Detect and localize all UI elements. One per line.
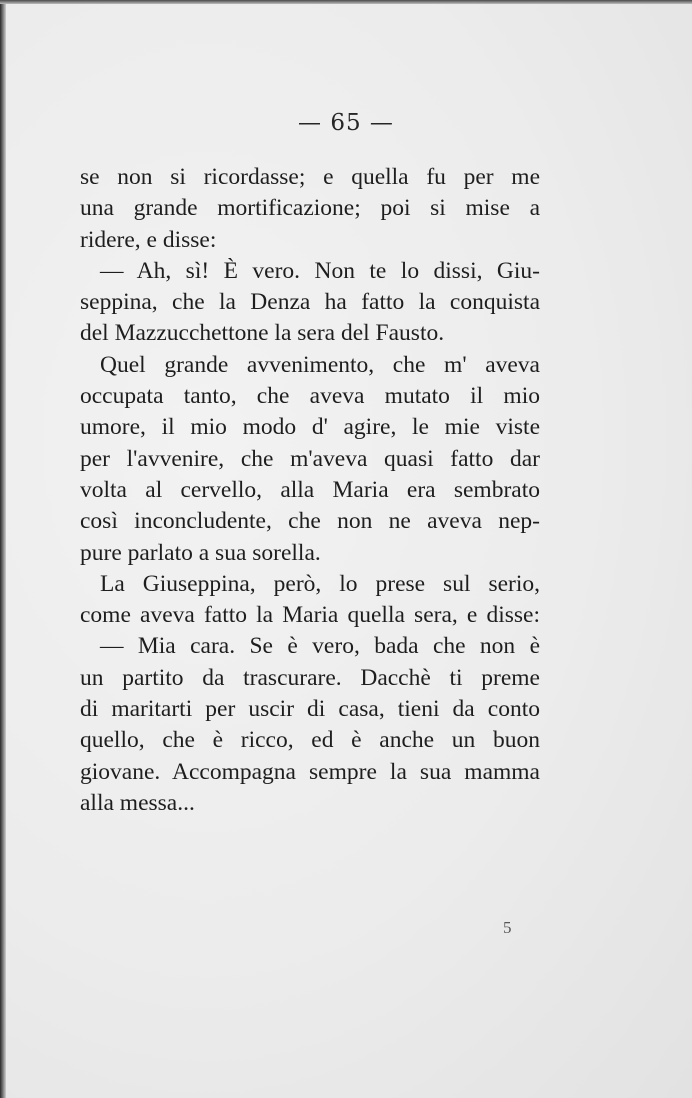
text-line: se non si ricordasse; e quella fu per me [80, 164, 540, 190]
signature-mark: 5 [503, 918, 512, 937]
text-line: volta al cervello, alla Maria era sembrato [80, 476, 540, 503]
body-text [80, 162, 540, 819]
text-line: ridere, e disse: [80, 226, 217, 253]
text-line: — Ah, sì! È vero. Non te lo dissi, Giu- [100, 257, 540, 284]
text-line: per l'avvenire, che m'aveva quasi fatto dar [80, 445, 540, 472]
text-line: così inconcludente, che non ne aveva nep- [80, 508, 540, 535]
text-line: un partito da trascurare. Dacchè ti preme [80, 664, 540, 691]
text-line: di maritarti per uscir di casa, tieni da conto [80, 696, 540, 723]
page-number: — 65 — [298, 110, 394, 136]
text-line: Quel grande avvenimento, che m' aveva [100, 351, 540, 378]
text-line: umore, il mio modo d' agire, le mie viste [80, 414, 540, 441]
text-line: alla messa... [80, 789, 195, 816]
text-line: una grande mortificazione; poi si mise a [80, 195, 540, 222]
text-line: seppina, che la Denza ha fatto la conquista [80, 289, 540, 316]
text-line: del Mazzucchettone la sera del Fausto. [80, 320, 445, 347]
text-line: giovane. Accompagna sempre la sua mamma [80, 758, 540, 785]
text-line: occupata tanto, che aveva mutato il mio [80, 383, 540, 410]
text-line: — Mia cara. Se è vero, bada che non è [100, 633, 540, 660]
text-line: La Giuseppina, però, lo prese sul serio, [100, 570, 540, 597]
text-line: come aveva fatto la Maria quella sera, e disse: [80, 602, 540, 629]
text-line: quello, che è ricco, ed è anche un buon [80, 727, 540, 754]
page-binding-edge [0, 0, 6, 1098]
text-line: pure parlato a sua sorella. [80, 539, 321, 566]
page-top-edge [0, 0, 692, 4]
